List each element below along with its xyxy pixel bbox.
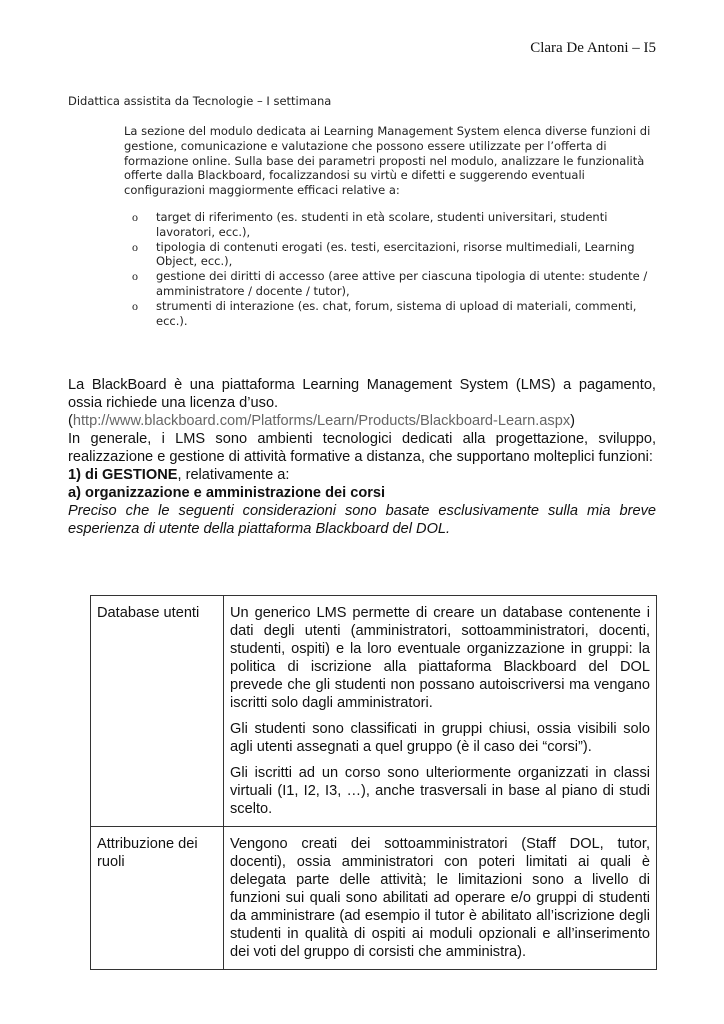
assignment-list <box>124 210 654 328</box>
list-item-text: tipologia di contenuti erogati (es. testi, esercitazioni, risorse multimediali, Learning Object, ecc.), <box>156 239 635 269</box>
table-paragraph: Un generico LMS permette di creare un database contenente i dati degli utenti (amministratori, sottoamministratori, docenti, studenti, ospiti) e la loro eventuale organizzazione in gruppi: la politica di iscrizione alla piattaforma Blackboard del DOL prevede che gli studenti non possano autoiscriversi ma vengano iscritti solo dagli amministratori. <box>230 605 650 711</box>
functions-table <box>90 595 657 970</box>
intro-paragraph: La BlackBoard è una piattaforma Learning Management System (LMS) a pagamento, ossia richiede una licenza d’uso. <box>68 377 656 411</box>
list-item <box>124 210 654 240</box>
table-row-content <box>224 596 657 827</box>
table-row-label: Attribuzione dei ruoli <box>91 827 224 970</box>
lms-paragraph: In generale, i LMS sono ambienti tecnologici dedicati alla progettazione, sviluppo, realizzazione e gestione di attività formative a distanza, che supportano molteplici funzioni: <box>68 431 656 465</box>
section-heading-rest: , relativamente a: <box>177 467 290 483</box>
main-body <box>68 376 656 538</box>
bullet-icon: o <box>132 269 138 284</box>
italic-note: Preciso che le seguenti considerazioni sono basate esclusivamente sulla mia breve esperienza di utente della piattaforma Blackboard del DOL. <box>68 503 656 537</box>
list-item <box>124 269 654 299</box>
section-heading-bold: 1) di GESTIONE <box>68 467 178 483</box>
section-heading <box>68 466 656 484</box>
page-header-author: Clara De Antoni – I5 <box>530 40 656 56</box>
course-title: Didattica assistita da Tecnologie – I settimana <box>68 94 332 108</box>
bullet-icon: o <box>132 298 138 313</box>
list-item-text: gestione dei diritti di accesso (aree attive per ciascuna tipologia di utente: studente / amministratore / docente / tutor), <box>156 269 648 298</box>
table-paragraph: Gli studenti sono classificati in gruppi chiusi, ossia visibili solo agli utenti assegnati a quel gruppo (è il caso dei “corsi”). <box>230 721 650 755</box>
bullet-icon: o <box>132 239 138 254</box>
blackboard-link[interactable]: http://www.blackboard.com/Platforms/Learn/Products/Blackboard-Learn.aspx <box>72 413 571 429</box>
list-item-text: target di riferimento (es. studenti in età scolare, studenti universitari, studenti lavoratori, ecc.), <box>156 209 608 239</box>
link-paragraph <box>68 412 656 430</box>
table-row-content <box>224 827 657 970</box>
subsection-heading: a) organizzazione e amministrazione dei corsi <box>68 485 386 501</box>
assignment-intro: La sezione del modulo dedicata ai Learning Management System elenca diverse funzioni di gestione, comunicazione e valutazione che possono essere utilizzate per l’offerta di formazione online. Sulla base dei parametri proposti nel modulo, analizzare le funzionalità offerte dalla Blackboard, focalizzandosi su virtù e difetti e suggerendo eventuali configurazioni maggiormente efficaci relative a: <box>124 124 651 198</box>
link-paren-close: ) <box>570 413 575 429</box>
link-paren-open: ( <box>68 413 73 429</box>
table-row <box>91 596 657 827</box>
assignment-box <box>124 124 654 328</box>
list-item <box>124 299 654 329</box>
table-paragraph: Gli iscritti ad un corso sono ulteriormente organizzati in classi virtuali (I1, I2, I3, …), anche trasversali in base al piano di studi scelto. <box>230 765 650 817</box>
list-item <box>124 240 654 270</box>
table-row <box>91 827 657 970</box>
list-item-text: strumenti di interazione (es. chat, forum, sistema di upload di materiali, commenti, ecc.). <box>156 298 637 328</box>
bullet-icon: o <box>132 209 138 224</box>
table-row-label: Database utenti <box>91 596 224 827</box>
table-paragraph: Vengono creati dei sottoamministratori (Staff DOL, tutor, docenti), ossia amministratori con poteri limitati ai quali è delegata parte delle attività; le limitazioni sono a livello di funzioni sui quali sono abilitati ad operare e/o gruppi di studenti da amministrare (ad esempio il tutor è abilitato all’iscrizione degli studenti in qualità di ospiti ai moduli opzionali e all’inserimento dei voti del gruppo di corsisti che amministra). <box>230 836 650 960</box>
